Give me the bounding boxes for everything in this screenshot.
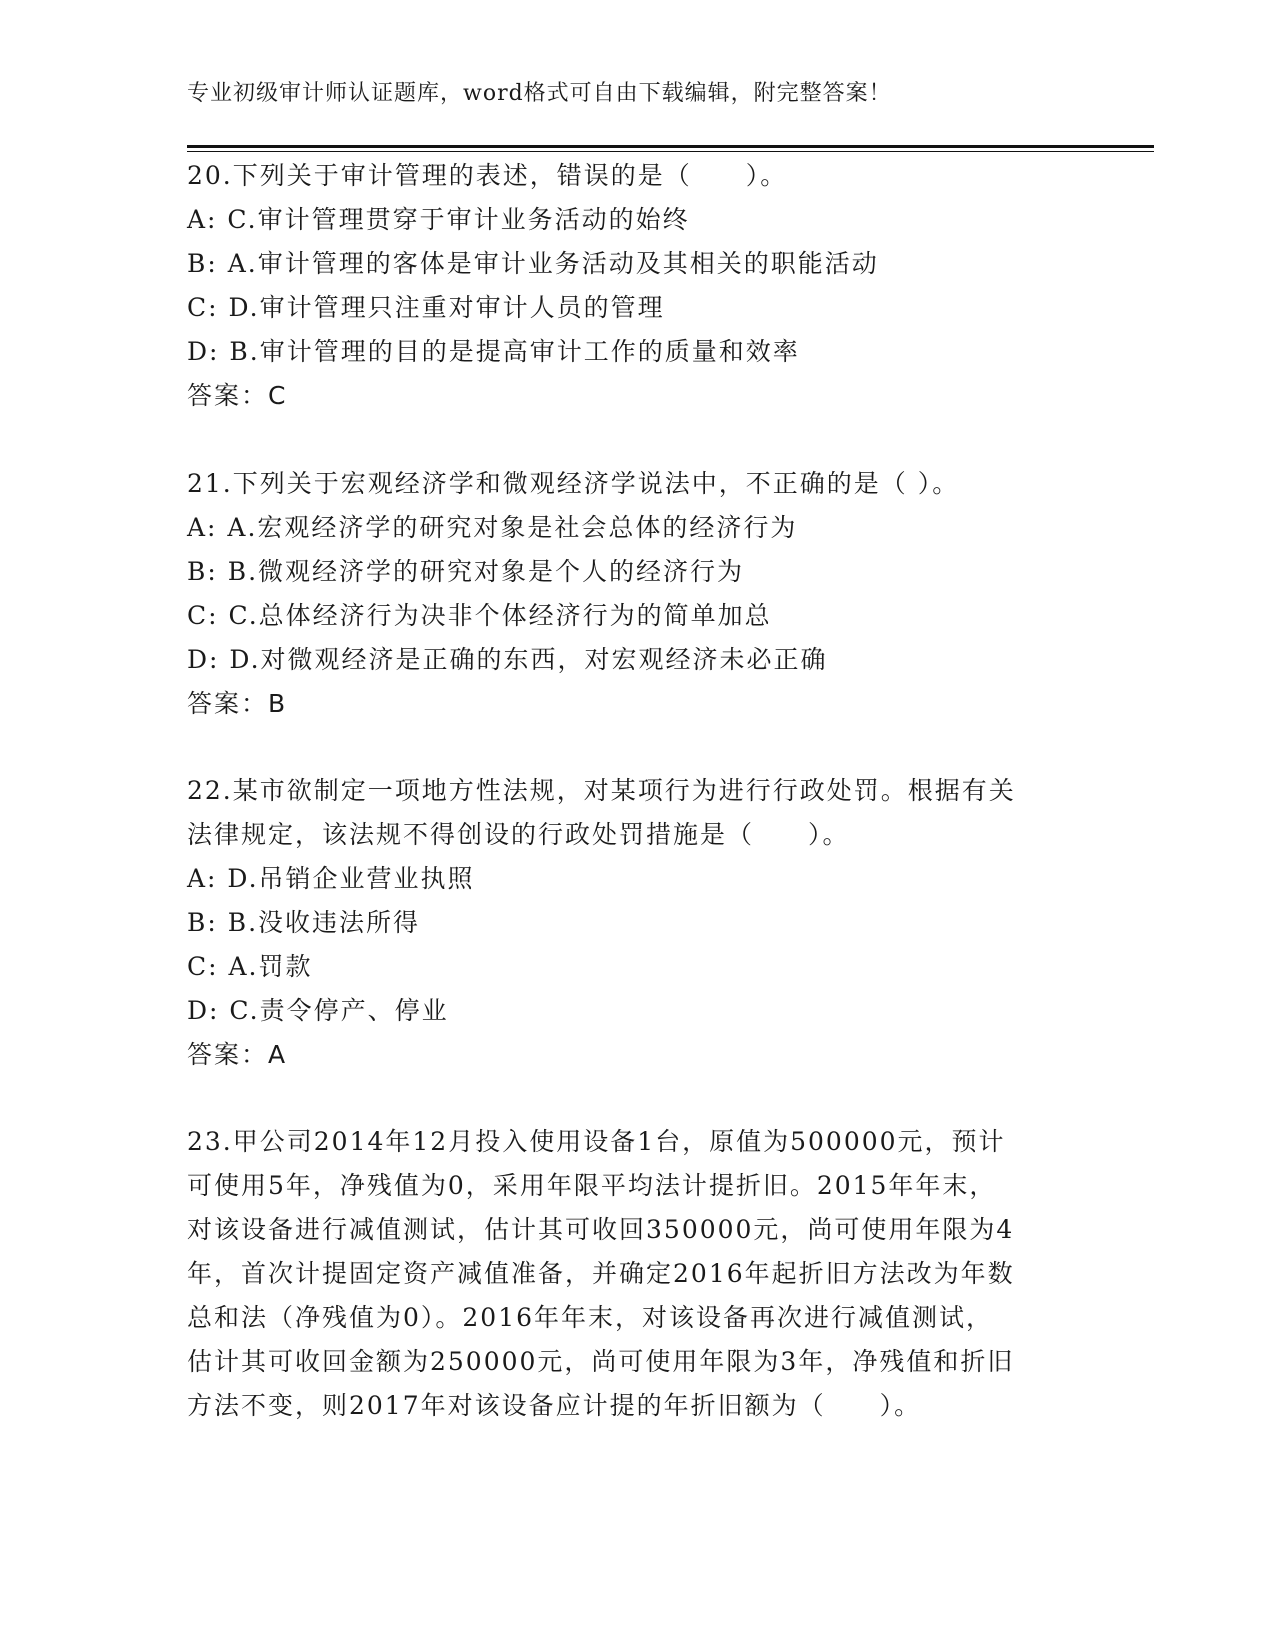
question-22-option-a: A: D.吊销企业营业执照 [187,864,475,893]
question-20-option-b: B: A.审计管理的客体是审计业务活动及其相关的职能活动 [187,249,879,278]
question-20-option-c: C: D.审计管理只注重对审计人员的管理 [187,293,665,322]
question-22-option-d: D: C.责令停产、停业 [187,996,449,1025]
question-22-option-c: C: A.罚款 [187,952,313,981]
question-21-stem: 21.下列关于宏观经济学和微观经济学说法中，不正确的是（ ）。 [187,469,960,498]
question-22-option-b: B: B.没收违法所得 [187,908,421,937]
question-23-stem-line-6: 估计其可收回金额为250000元，尚可使用年限为3年，净残值和折旧 [187,1347,1015,1376]
question-23-stem-line-1: 23.甲公司2014年12月投入使用设备1台，原值为500000元，预计 [187,1127,1006,1156]
question-21-option-c: C: C.总体经济行为决非个体经济行为的简单加总 [187,601,772,630]
question-22-answer: 答案：A [187,1040,288,1069]
question-21-answer: 答案：B [187,689,288,718]
page-header: 专业初级审计师认证题库，word格式可自由下载编辑，附完整答案！ [187,81,892,106]
question-23-stem-line-5: 总和法（净残值为0）。2016年年末，对该设备再次进行减值测试， [187,1303,994,1332]
question-20-option-d: D: B.审计管理的目的是提高审计工作的质量和效率 [187,337,800,366]
question-21-option-d: D: D.对微观经济是正确的东西，对宏观经济未必正确 [187,645,828,674]
question-20-stem: 20.下列关于审计管理的表述，错误的是（ ）。 [187,161,788,190]
question-23-stem-line-3: 对该设备进行减值测试，估计其可收回350000元，尚可使用年限为4 [187,1215,1015,1244]
question-22-stem-line-2: 法律规定，该法规不得创设的行政处罚措施是（ ）。 [187,820,850,849]
question-23-stem-line-4: 年，首次计提固定资产减值准备，并确定2016年起折旧方法改为年数 [187,1259,1015,1288]
question-20-answer: 答案：C [187,381,288,410]
header-rule-thin [187,151,1154,152]
question-21-option-a: A: A.宏观经济学的研究对象是社会总体的经济行为 [187,513,798,542]
question-23-stem-line-2: 可使用5年，净残值为0，采用年限平均法计提折旧。2015年年末， [187,1171,997,1200]
question-20-option-a: A: C.审计管理贯穿于审计业务活动的始终 [187,205,690,234]
question-22-stem-line-1: 22.某市欲制定一项地方性法规，对某项行为进行行政处罚。根据有关 [187,776,1016,805]
header-rule-thick [187,145,1154,148]
question-23-stem-line-7: 方法不变，则2017年对该设备应计提的年折旧额为（ ）。 [187,1391,922,1420]
question-21-option-b: B: B.微观经济学的研究对象是个人的经济行为 [187,557,745,586]
